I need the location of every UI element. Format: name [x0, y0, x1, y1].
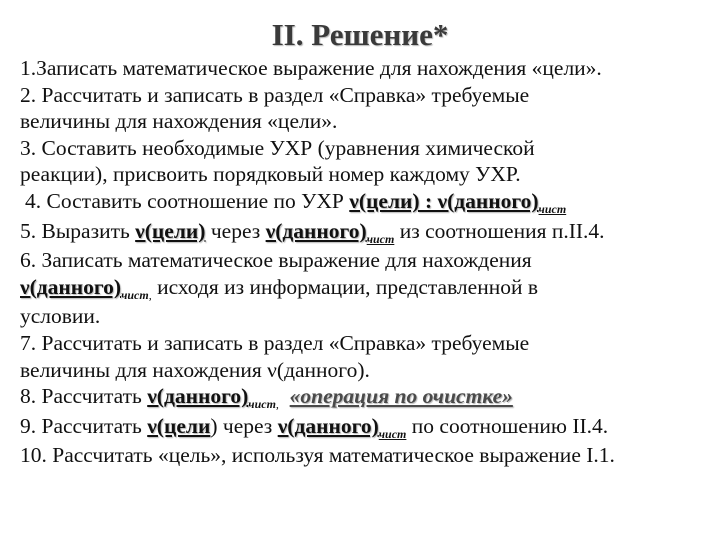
step-2-line-2: величины для нахождения «цели».	[20, 109, 338, 134]
step-8-subscript: чист	[248, 397, 276, 412]
step-5-text: 5. Выразить	[20, 218, 136, 243]
step-6-comma: ,	[148, 287, 152, 302]
step-8	[20, 383, 710, 413]
solution-steps	[20, 55, 710, 469]
step-9-text: 9. Рассчитать	[20, 413, 148, 438]
step-5-given: ν(данного)	[265, 218, 367, 243]
step-6-line-1: 6. Записать математическое выражение для нахождения	[20, 248, 532, 273]
slide-title: II. Решение*	[271, 17, 449, 52]
step-4-ratio: ν(цели) : ν(данного)	[349, 188, 539, 213]
step-3-line-1: 3. Составить необходимые УХР (уравнения химической	[20, 135, 535, 160]
step-9-post: по соотношению II.4.	[406, 413, 609, 438]
step-4-text: 4. Составить соотношение по УХР	[25, 188, 350, 213]
step-6-line-2	[20, 274, 710, 304]
step-5-subscript: чист	[366, 231, 395, 246]
step-6-subscript: чист	[121, 287, 149, 302]
step-4	[20, 188, 710, 218]
step-10: 10. Рассчитать «цель», используя математическое выражение I.1.	[20, 443, 615, 468]
purification-link[interactable]: «операция по очистке»	[289, 384, 513, 409]
step-6-line-3: условии.	[20, 304, 101, 329]
step-9	[20, 413, 710, 443]
step-8-given: ν(данного)	[147, 384, 249, 409]
step-7-line-1: 7. Рассчитать и записать в раздел «Справка» требуемые	[20, 330, 530, 355]
step-2-line-1: 2. Рассчитать и записать в раздел «Справка» требуемые	[20, 82, 530, 107]
step-9-given: ν(данного)	[277, 413, 379, 438]
step-8-comma: ,	[275, 397, 279, 412]
step-4-subscript: чист	[538, 201, 567, 216]
step-6-given: ν(данного)	[20, 274, 122, 299]
step-1: 1.Записать математическое выражение для нахождения «цели».	[20, 56, 602, 80]
step-8-text: 8. Рассчитать	[20, 384, 148, 409]
step-9-mid: ) через	[210, 413, 278, 438]
step-9-target: ν(цели	[147, 413, 211, 438]
step-3-line-2: реакции), присвоить порядковый номер каждому УХР.	[20, 162, 521, 187]
step-5-post: из соотношения п.II.4.	[394, 218, 605, 243]
step-5-target: ν(цели)	[135, 218, 206, 243]
step-6-post: исходя из информации, представленной в	[151, 274, 538, 299]
step-5	[20, 218, 710, 248]
step-7-line-2: величины для нахождения ν(данного).	[20, 357, 370, 382]
step-9-subscript: чист	[378, 426, 407, 441]
step-5-mid: через	[205, 218, 266, 243]
